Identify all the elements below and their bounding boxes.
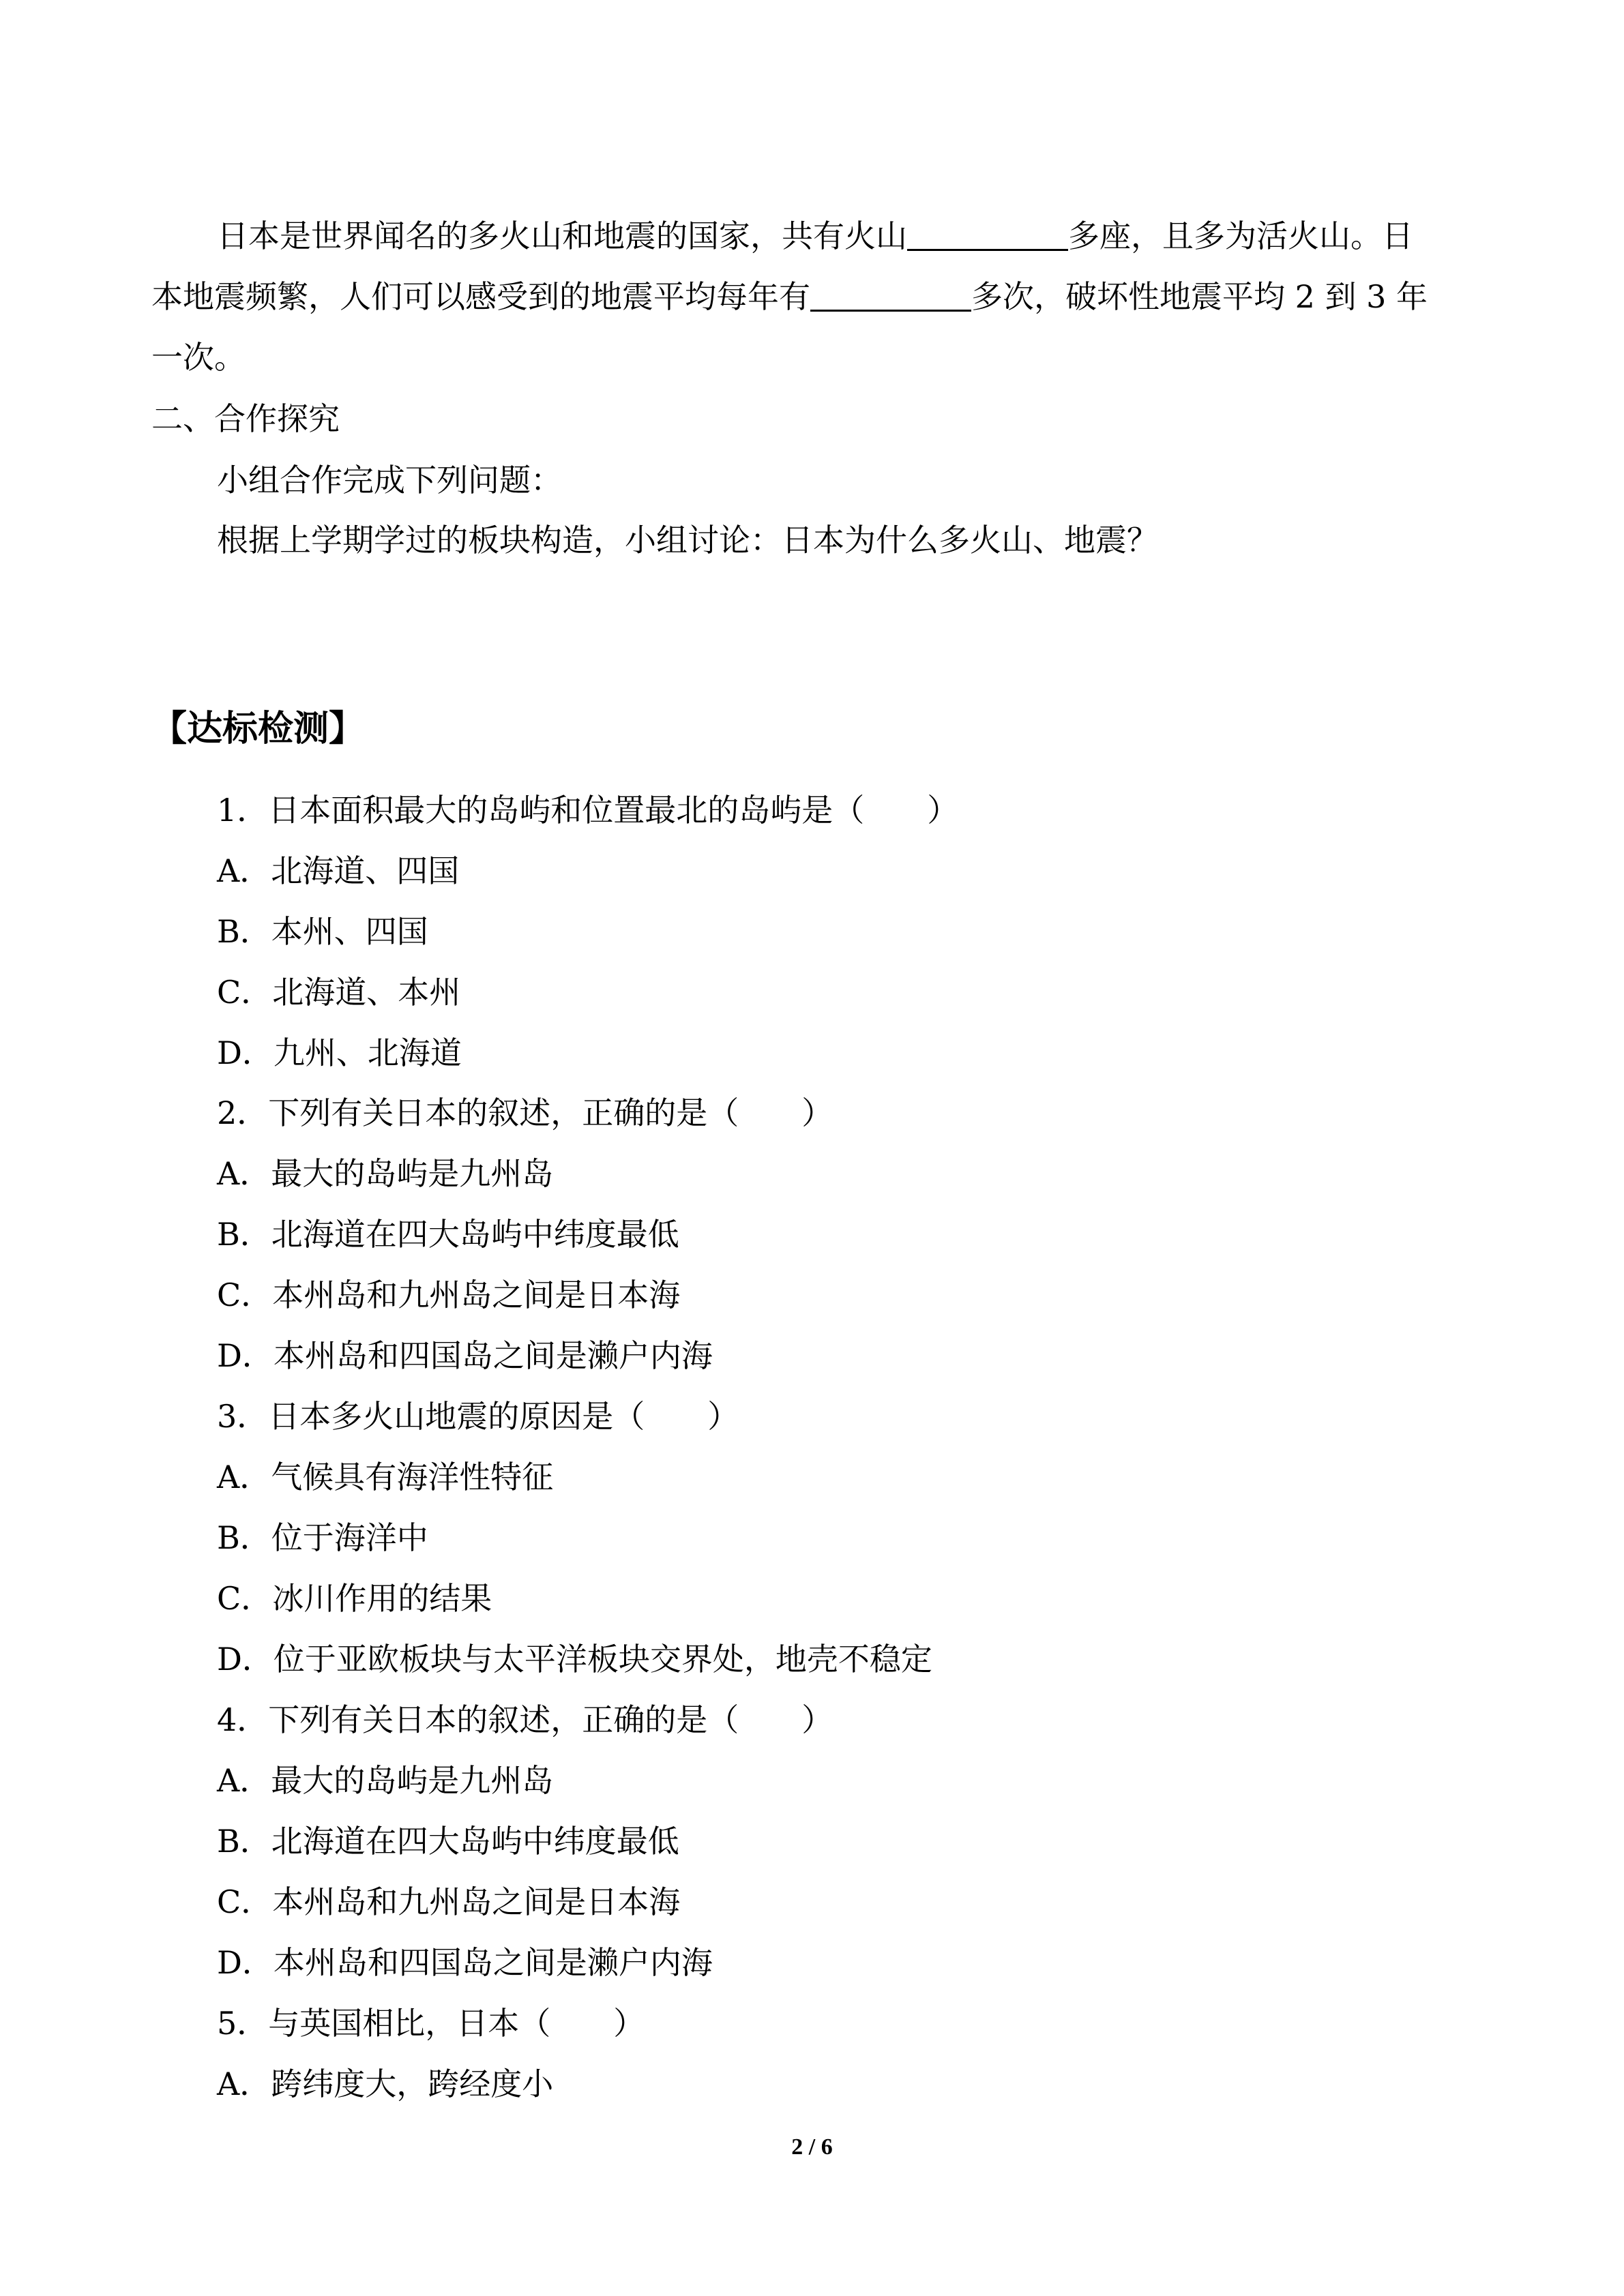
question-2-option-b[interactable]: B．北海道在四大岛屿中纬度最低: [217, 1216, 679, 1253]
question-3-option-c[interactable]: C．冰川作用的结果: [217, 1580, 492, 1617]
intro-line-1-text-a: 日本是世界闻名的多火山和地震的国家，共有火山: [217, 218, 907, 254]
question-2-option-d[interactable]: D．本州岛和四国岛之间是濑户内海: [217, 1337, 713, 1374]
question-1-option-a[interactable]: A．北海道、四国: [217, 852, 460, 889]
cooperation-prompt: 小组合作完成下列问题：: [217, 462, 562, 498]
question-5-stem: 5．与英国相比，日本（ ）: [217, 2005, 645, 2042]
cooperation-heading: 二、合作探究: [151, 400, 340, 437]
question-3-option-b[interactable]: B．位于海洋中: [217, 1519, 428, 1556]
intro-line-2-text-b: 多次，破坏性地震平均 2 到 3 年: [971, 278, 1428, 315]
question-1-option-d[interactable]: D．九州、北海道: [217, 1034, 462, 1071]
intro-line-1-text-b: 多座，且多为活火山。日: [1068, 218, 1413, 254]
intro-line-1: [217, 215, 1413, 256]
intro-line-2: [151, 276, 1428, 317]
page-number: 2 / 6: [791, 2134, 833, 2160]
answer-blank-earthquake-count[interactable]: [810, 280, 971, 312]
question-4-option-c[interactable]: C．本州岛和九州岛之间是日本海: [217, 1883, 681, 1920]
question-2-option-a[interactable]: A．最大的岛屿是九州岛: [217, 1155, 554, 1192]
answer-blank-volcano-count[interactable]: [907, 219, 1068, 251]
question-3-option-a[interactable]: A．气候具有海洋性特征: [217, 1459, 554, 1495]
question-4-option-b[interactable]: B．北海道在四大岛屿中纬度最低: [217, 1823, 679, 1860]
question-5-option-a[interactable]: A．跨纬度大，跨经度小: [217, 2066, 554, 2102]
question-1-option-b[interactable]: B．本州、四国: [217, 913, 428, 950]
intro-line-2-text-a: 本地震频繁，人们可以感受到的地震平均每年有: [151, 278, 810, 315]
question-4-option-a[interactable]: A．最大的岛屿是九州岛: [217, 1762, 554, 1799]
question-3-stem: 3．日本多火山地震的原因是（ ）: [217, 1398, 739, 1435]
question-4-stem: 4．下列有关日本的叙述，正确的是（ ）: [217, 1701, 833, 1738]
cooperation-question: 根据上学期学过的板块构造，小组讨论：日本为什么多火山、地震？: [217, 522, 1158, 558]
question-2-stem: 2．下列有关日本的叙述，正确的是（ ）: [217, 1094, 833, 1131]
question-1-option-c[interactable]: C．北海道、本州: [217, 974, 461, 1011]
question-2-option-c[interactable]: C．本州岛和九州岛之间是日本海: [217, 1277, 681, 1313]
question-4-option-d[interactable]: D．本州岛和四国岛之间是濑户内海: [217, 1944, 713, 1981]
assessment-heading: 【达标检测】: [151, 709, 365, 749]
question-3-option-d[interactable]: D．位于亚欧板块与太平洋板块交界处，地壳不稳定: [217, 1641, 932, 1678]
intro-line-3: 一次。: [151, 339, 246, 376]
question-1-stem: 1．日本面积最大的岛屿和位置最北的岛屿是（ ）: [217, 792, 959, 829]
